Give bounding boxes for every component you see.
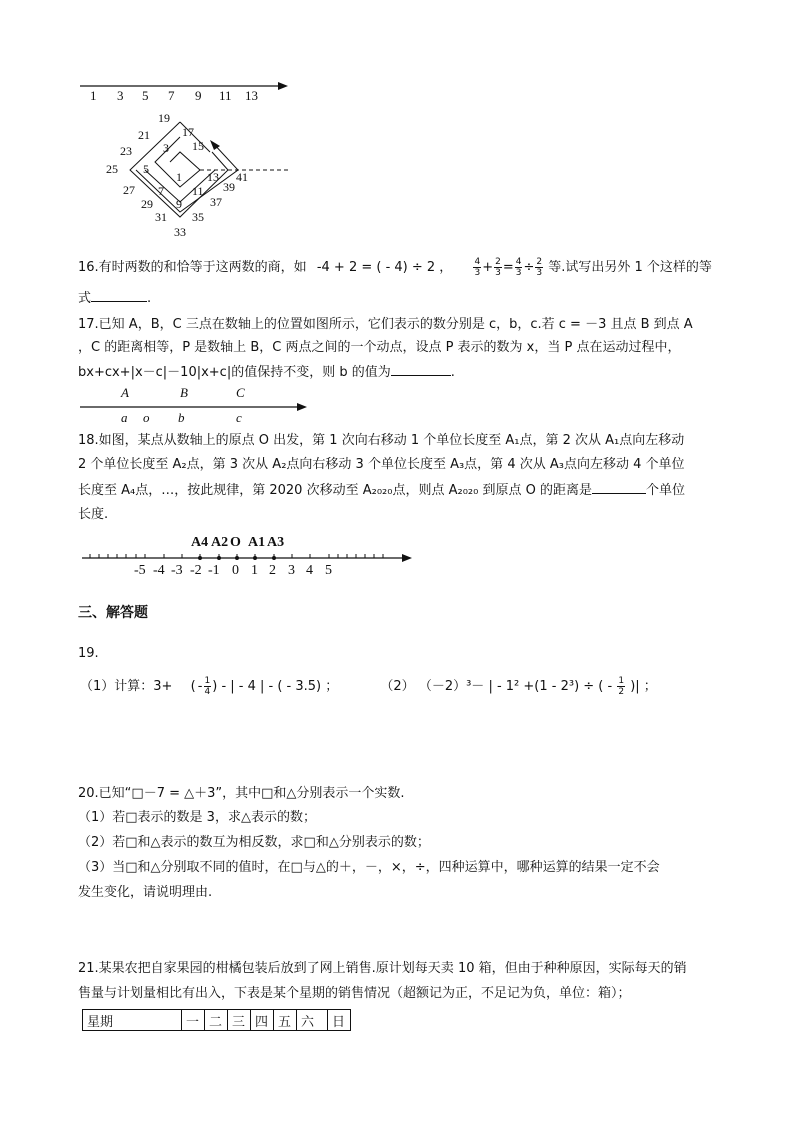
spiral-label: 9: [176, 197, 182, 211]
spiral-label: 25: [106, 162, 118, 176]
fraction: $\frac{4}{3}$: [515, 257, 522, 278]
tick-label: 3: [288, 563, 295, 578]
axis-point-label: A1: [248, 535, 266, 550]
tick-label: 11: [219, 88, 232, 103]
table-cell: 星期: [83, 1010, 182, 1031]
answer-blank[interactable]: [592, 481, 646, 494]
axis-point-label: A: [121, 385, 129, 400]
q18-text: 个单位: [645, 483, 685, 498]
question-20-line3: （2）若□和△表示的数互为相反数，求□和△分别表示的数；: [78, 835, 430, 850]
question-18-line2: 2 个单位长度至 A₂点，第 3 次从 A₂点向右移动 3 个单位长度至 A₃点，第 4 次从 A₃点向左移动 4 个单位: [78, 457, 685, 472]
axis-value-label: c: [236, 410, 242, 425]
axis-value-label: a: [121, 410, 128, 425]
tick-label: -4: [153, 563, 165, 578]
axis-point-label: B: [180, 385, 188, 400]
table-cell: 一: [182, 1010, 205, 1031]
question-17-line2: ，C 的距离相等，P 是数轴上 B，C 两点之间的一个动点，设点 P 表示的数为 x，当 P 点在运动过程中，: [78, 340, 681, 355]
question-20-line1: 20.已知“□－7 = △＋3”，其中□和△分别表示一个实数.: [78, 786, 405, 801]
spiral-label: 13: [207, 170, 219, 184]
q19-text: （2）: [380, 679, 415, 694]
tick-label: 13: [245, 88, 258, 103]
spiral-label: 23: [120, 144, 132, 158]
q19-text: （1）计算：3+: [80, 679, 173, 694]
q16-text: .: [147, 291, 152, 306]
axis-point-label: C: [236, 385, 245, 400]
question-20-line5: 发生变化，请说明理由.: [78, 885, 213, 900]
question-21-line1: 21.某果农把自家果园的柑橘包装后放到了网上销售.原计划每天卖 10 箱，但由于种种原因，实际每天的销: [78, 961, 687, 976]
fraction: $\frac{1}{2}$: [618, 676, 625, 697]
tick-label: -2: [190, 563, 202, 578]
tick-label: 7: [168, 88, 175, 103]
q17-text: bx+cx+|x－c|－10|x+c|的值保持不变，则 b 的值为: [78, 365, 391, 380]
q19-text: - | - 4 | - ( - 3.5) ；: [221, 679, 339, 694]
axis-point-label: A4: [191, 535, 209, 550]
tick-label: 3: [117, 88, 124, 103]
q18-text: 长度至 A₄点，…，按此规律，第 2020 次移动至 A₂₀₂₀点，则点 A₂₀₂₀ 到原点 O 的距离是: [78, 483, 592, 498]
question-19-line: （1）计算：3+ ( - $\frac{1}{4}$ ) - | - 4 | - ( - 3.5) ； （2） （－2）³－ | - 1² +(1 - 2³) ÷ ( - $\frac{1}{2}$ )| ；: [80, 676, 657, 697]
q17-text: .: [450, 365, 455, 380]
table-cell: 三: [228, 1010, 251, 1031]
table-cell: 五: [274, 1010, 297, 1031]
axis-value-label: b: [178, 410, 185, 425]
fraction: $\frac{4}{3}$: [474, 257, 481, 278]
tick-label: 4: [306, 563, 313, 578]
q16-example: -4 + 2 = ( - 4) ÷ 2 ，: [316, 260, 453, 275]
spiral-label: 35: [192, 210, 204, 224]
tick-label: -3: [171, 563, 183, 578]
fraction: $\frac{2}{3}$: [495, 257, 501, 278]
spiral-label: 41: [236, 170, 248, 184]
tick-label: 9: [195, 88, 202, 103]
tick-label: 1: [90, 88, 97, 103]
spiral-label: 27: [123, 183, 135, 197]
question-19-number: 19.: [78, 646, 99, 661]
question-20-line2: （1）若□表示的数是 3，求△表示的数；: [78, 810, 316, 825]
table-cell: 六: [297, 1010, 328, 1031]
spiral-label: 29: [141, 197, 153, 211]
tick-label: 2: [269, 563, 276, 578]
tick-label: -1: [208, 563, 220, 578]
q19-text: )| ；: [630, 679, 657, 694]
spiral-label: 3: [163, 141, 169, 155]
question-18-line1: 18.如图，某点从数轴上的原点 O 出发，第 1 次向右移动 1 个单位长度至 A₁点，第 2 次从 A₁点向左移动: [78, 433, 685, 448]
spiral-label: 1: [176, 170, 182, 184]
table-row: [83, 1010, 351, 1031]
tick-label: 5: [325, 563, 332, 578]
table-cell: 四: [251, 1010, 274, 1031]
q16-text: 等.试写出另外 1 个这样的等: [548, 260, 712, 275]
fraction: $\frac{2}{3}$: [536, 257, 543, 278]
table-cell: 二: [205, 1010, 228, 1031]
section-heading: 三、解答题: [78, 605, 148, 621]
axis-point-label: O: [230, 535, 241, 550]
table-cell: 日: [328, 1010, 351, 1031]
tick-label: 1: [251, 563, 258, 578]
q18-axis-labels: [0, 0, 420, 600]
question-17-line1: 17.已知 A，B，C 三点在数轴上的位置如图所示，它们表示的数分别是 c，b，c.若 c = －3 且点 B 到点 A: [78, 317, 693, 332]
axis-point-label: A2: [211, 535, 229, 550]
spiral-label: 5: [143, 162, 149, 176]
spiral-label: 7: [158, 184, 164, 198]
spiral-label: 11: [192, 184, 204, 198]
spiral-label: 31: [155, 210, 167, 224]
spiral-label: 39: [223, 180, 235, 194]
question-21-line2: 售量与计划量相比有出入，下表是某个星期的销售情况（超额记为正，不足记为负，单位：箱）；: [78, 986, 631, 1001]
tick-label: -5: [134, 563, 146, 578]
q16-text: 式: [78, 291, 92, 306]
question-16-line1: 16.有时两数的和恰等于这两数的商，如 -4 + 2 = ( - 4) ÷ 2 ， $\frac{4}{3}$ + $\frac{2}{3}$ = $\frac{4}{3}$ ÷ $\frac{2}{3}$ 等.试写出另外 1 个这样的等: [78, 257, 712, 278]
spiral-label: 33: [174, 225, 186, 239]
spiral-label: 15: [192, 139, 204, 153]
sales-table: [82, 1009, 351, 1031]
question-18-line4: 长度.: [78, 507, 109, 522]
q19-text: （－2）³－ | - 1² +(1 - 2³) ÷ ( -: [418, 679, 613, 694]
fraction: $\frac{1}{4}$: [204, 676, 211, 697]
spiral-label: 21: [138, 128, 150, 142]
axis-point-label: A3: [267, 535, 285, 550]
spiral-label: 17: [182, 125, 194, 139]
tick-label: 5: [142, 88, 149, 103]
axis-value-label: o: [143, 410, 150, 425]
spiral-label: 37: [210, 195, 222, 209]
tick-label: 0: [232, 563, 239, 578]
q16-text: 16.有时两数的和恰等于这两数的商，如: [78, 260, 307, 275]
question-20-line4: （3）当□和△分别取不同的值时，在□与△的＋，－，×，÷，四种运算中，哪种运算的结果一定不会: [78, 860, 660, 875]
spiral-label: 19: [158, 111, 170, 125]
